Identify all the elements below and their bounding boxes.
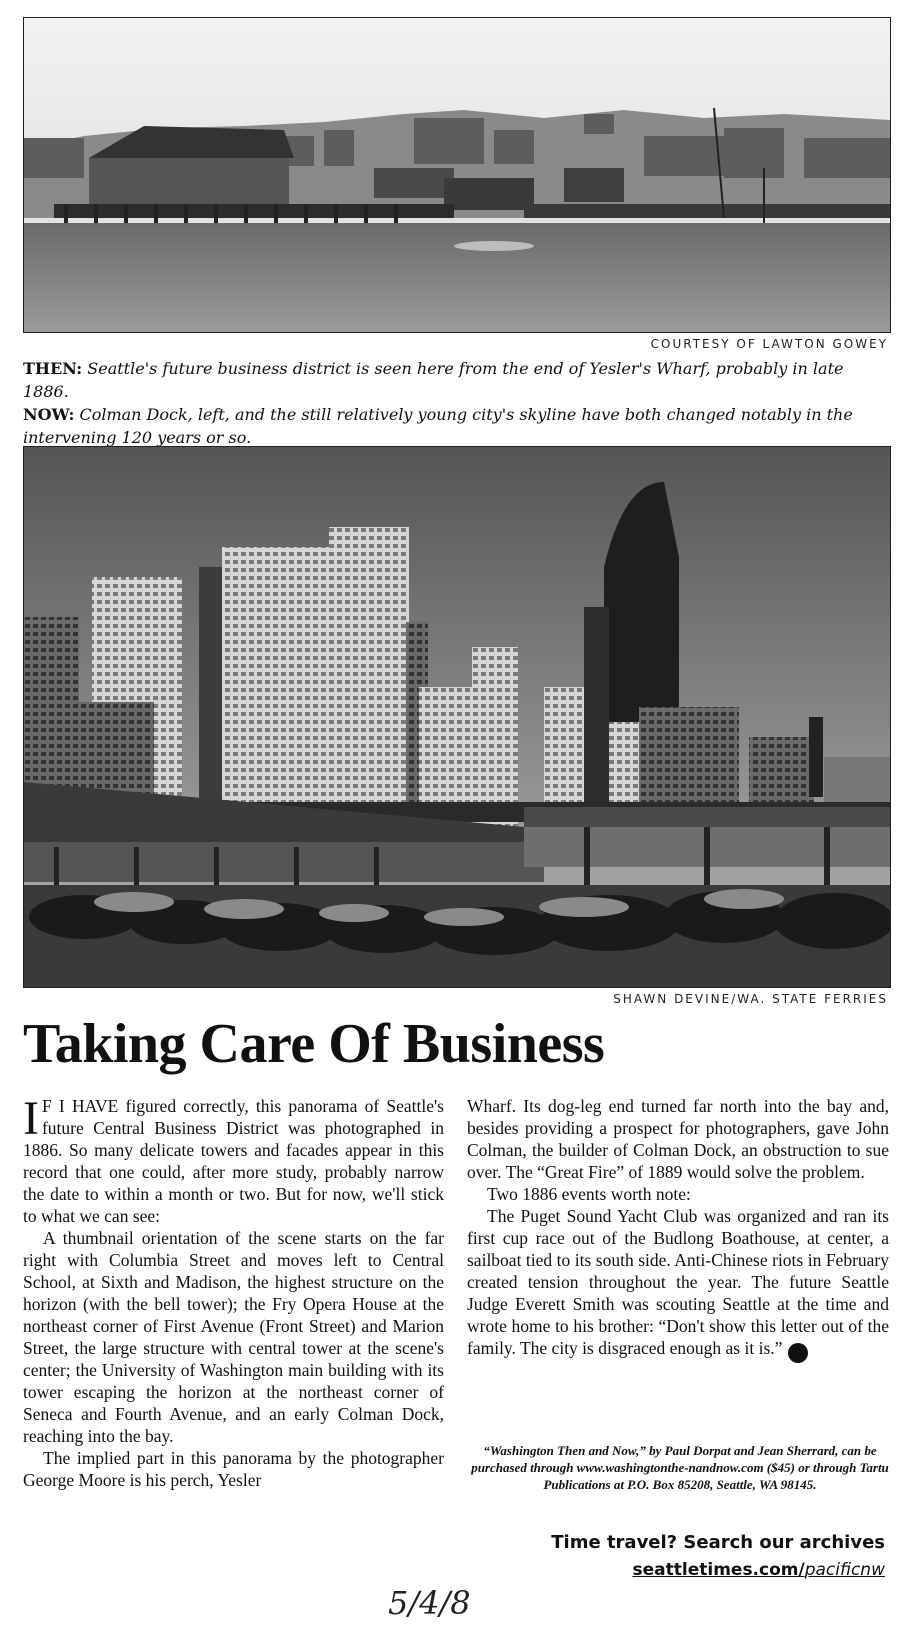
- end-mark-icon: p: [788, 1343, 808, 1363]
- headline: Taking Care Of Business: [23, 1013, 605, 1075]
- handwritten-date: 5/4/8: [388, 1584, 471, 1622]
- article-paragraph: I F I HAVE figured correctly, this panorama of Seattle's future Central Business District was photographed in 1886. So many delicate towers and facades appear in this record that one could, after more study, probably narrow the date to within a month or two. But for now, we'll stick to what we can see:: [23, 1092, 444, 1226]
- now-label: NOW:: [23, 405, 75, 424]
- article-paragraph: The implied part in this panorama by the photographer George Moore is his perch, Yesler: [23, 1448, 444, 1490]
- then-photo-credit: COURTESY OF LAWTON GOWEY: [650, 337, 888, 351]
- article-paragraph: Two 1886 events worth note:: [487, 1184, 691, 1204]
- now-text: Colman Dock, left, and the still relatively young city's skyline have both changed notably in the intervening 120 years or so.: [23, 405, 853, 447]
- now-photo: [23, 446, 891, 988]
- photo-caption: [23, 357, 893, 449]
- now-photo-credit: SHAWN DEVINE/WA. STATE FERRIES: [613, 992, 888, 1006]
- book-info: “Washington Then and Now,” by Paul Dorpat and Jean Sherrard, can be purchased through www.washingtonthe-nandnow.com ($45) or through Tartu Publications at P.O. Box 85208, Seattle, WA 98145.: [471, 1443, 889, 1492]
- drop-cap: I: [23, 1092, 39, 1145]
- article-column-1: [23, 1092, 444, 1491]
- archive-link[interactable]: seattletimes.com/pacificnw: [632, 1560, 885, 1580]
- then-photo: [23, 17, 891, 333]
- archive-promo-title: Time travel? Search our archives: [551, 1532, 885, 1553]
- article-paragraph: The Puget Sound Yacht Club was organized and ran its first cup race out of the Budlong Boathouse, at center, a sailboat tied to its south side. Anti-Chinese riots in February created tension throughout the year. The future Seattle Judge Everett Smith was scouting Seattle at the time and wrote home to his brother: “Don't show this letter out of the family. The city is disgraced enough as it is.” p: [467, 1205, 889, 1363]
- then-text: Seattle's future business district is seen here from the end of Yesler's Wharf, probably in late 1886.: [23, 359, 844, 401]
- article-paragraph: Wharf. Its dog-leg end turned far north into the bay and, besides providing a prospect for photographers, gave John Colman, the builder of Colman Dock, an obstruction to sue over. The “Great Fire” of 1889 would solve the problem.: [467, 1096, 889, 1182]
- article-column-2: [467, 1095, 889, 1363]
- then-label: THEN:: [23, 359, 83, 378]
- article-paragraph: A thumbnail orientation of the scene starts on the far right with Columbia Street and moves left to Central School, at Sixth and Madison, the highest structure on the horizon (with the bell tower); the Fry Opera House at the northeast corner of First Avenue (Front Street) and Marion Street, the large structure with central tower at the scene's center; the University of Washington main building with its tower escaping the horizon at the northeast corner of Seneca and Fourth Avenue, and an early Colman Dock, reaching into the bay.: [23, 1228, 444, 1446]
